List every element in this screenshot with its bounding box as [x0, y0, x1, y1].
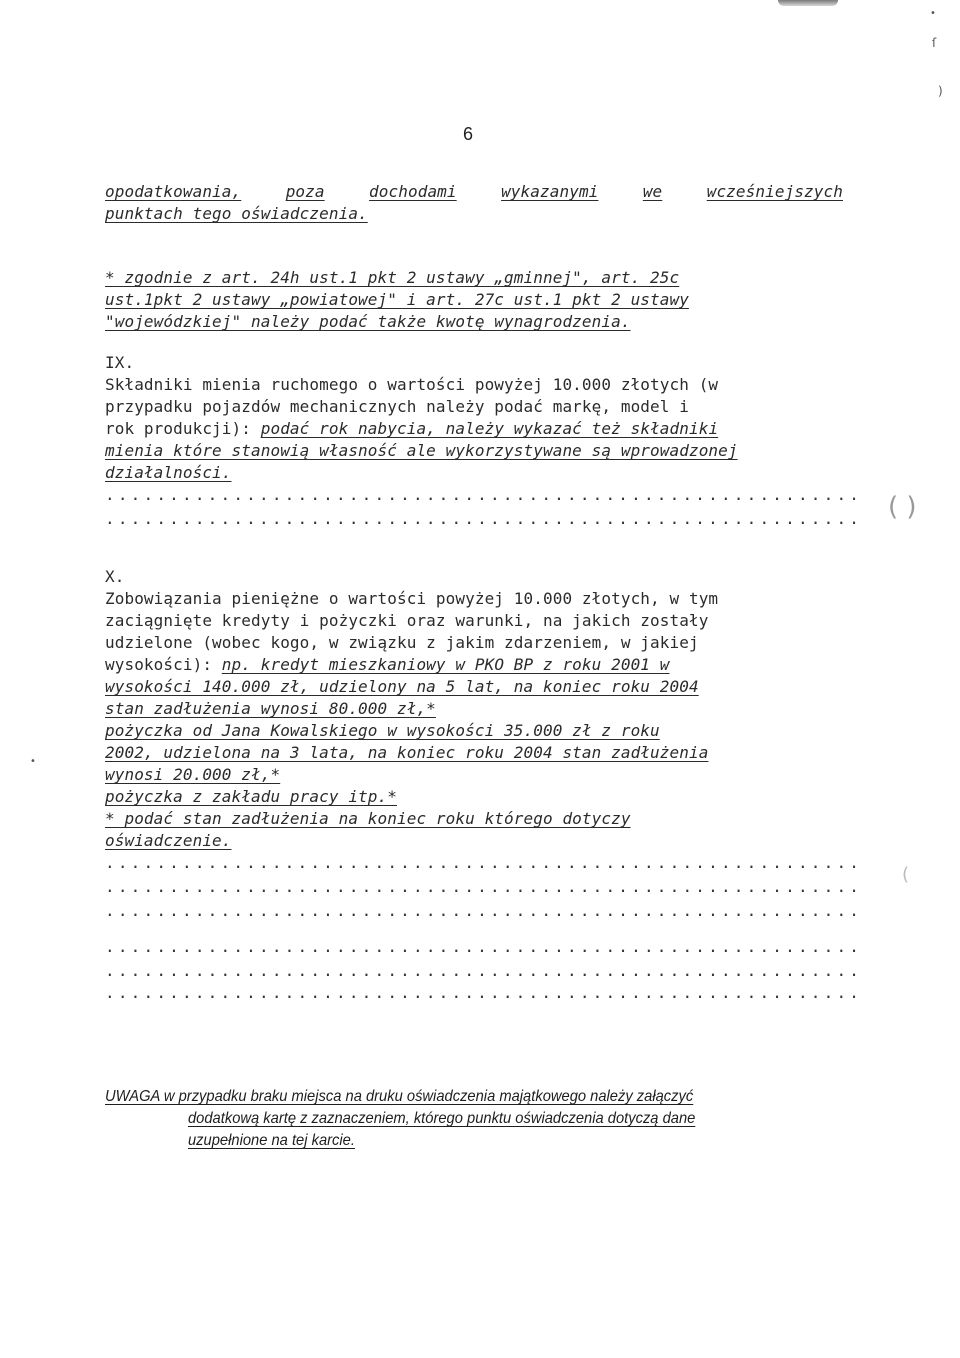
section-ix-line-1: Składniki mienia ruchomego o wartości powyżej 10.000 złotych (w — [105, 375, 719, 394]
scan-speck: ſ — [932, 36, 937, 50]
section-x-line-4-italic: np. kredyt mieszkaniowy w PKO BP z roku 2001 w — [221, 655, 670, 674]
section-ix-line-3-italic: podać rok nabycia, należy wykazać też składniki — [260, 419, 719, 438]
binder-hole-mark: ( ) — [888, 492, 917, 522]
uwaga-note-line-3: uzupełnione na tej karcie. — [188, 1132, 355, 1149]
scan-edge-mark — [778, 0, 838, 6]
footnote-line-2: ust.1pkt 2 ustawy „powiatowej" i art. 27c ust.1 pkt 2 ustawy — [105, 290, 689, 309]
section-x-dotted-line: ........................................................... — [105, 937, 863, 956]
intro-line-1 — [105, 181, 843, 203]
section-x-dotted-line: ........................................................... — [105, 961, 863, 980]
section-x-line-3: udzielone (wobec kogo, w związku z jakim zdarzeniem, w jakiej — [105, 633, 699, 652]
intro-word: wcześniejszych — [706, 182, 843, 201]
section-ix-line-3 — [105, 418, 845, 440]
intro-word: we — [642, 182, 663, 201]
section-x-heading: X. — [105, 567, 125, 586]
section-ix-line-2: przypadku pojazdów mechanicznych należy podać markę, model i — [105, 397, 689, 416]
section-ix-heading: IX. — [105, 353, 135, 372]
intro-word: poza — [285, 182, 325, 201]
section-x-line-11: * podać stan zadłużenia na koniec roku którego dotyczy — [105, 809, 631, 828]
footnote-line-3: "wojewódzkiej" należy podać także kwotę wynagrodzenia. — [105, 312, 631, 331]
scan-speck: • — [930, 8, 936, 19]
intro-word: wykazanymi — [501, 182, 599, 201]
section-x-dotted-line: ........................................................... — [105, 983, 863, 1002]
intro-line-2: punktach tego oświadczenia. — [105, 204, 368, 223]
section-x-line-2: zaciągnięte kredyty i pożyczki oraz warunki, na jakich zostały — [105, 611, 709, 630]
section-x-dotted-line: ........................................................... — [105, 877, 863, 896]
uwaga-note-line-2: dodatkową kartę z zaznaczeniem, którego punktu oświadczenia dotyczą dane — [188, 1110, 696, 1127]
intro-word: opodatkowania, — [105, 182, 242, 201]
section-x-line-10: pożyczka z zakładu pracy itp.* — [105, 787, 397, 806]
section-ix-line-3-plain: rok produkcji): — [105, 419, 261, 438]
uwaga-note-line-1: UWAGA w przypadku braku miejsca na druku oświadczenia majątkowego należy załączyć — [105, 1088, 694, 1105]
page-number: 6 — [463, 124, 474, 144]
section-ix-dotted-line: ........................................................... — [105, 509, 863, 528]
section-x-dotted-line: ........................................................... — [105, 853, 863, 872]
scan-speck: ) — [938, 84, 943, 98]
section-x-line-7: pożyczka od Jana Kowalskiego w wysokości 35.000 zł z roku — [105, 721, 660, 740]
section-ix-line-5: działalności. — [105, 463, 232, 482]
section-x-line-8: 2002, udzielona na 3 lata, na koniec roku 2004 stan zadłużenia — [105, 743, 709, 762]
scan-speck: • — [30, 756, 36, 767]
intro-word: dochodami — [369, 182, 457, 201]
section-x-line-5: wysokości 140.000 zł, udzielony na 5 lat, na koniec roku 2004 — [105, 677, 699, 696]
section-x-line-6: stan zadłużenia wynosi 80.000 zł,* — [105, 699, 436, 718]
section-x-line-1: Zobowiązania pieniężne o wartości powyżej 10.000 złotych, w tym — [105, 589, 719, 608]
section-ix-dotted-line: ........................................................... — [105, 485, 863, 504]
section-x-line-12: oświadczenie. — [105, 831, 232, 850]
section-x-line-4-plain: wysokości): — [105, 655, 222, 674]
section-x-dotted-line: ........................................................... — [105, 901, 863, 920]
footnote-line-1: * zgodnie z art. 24h ust.1 pkt 2 ustawy „gminnej", art. 25c — [105, 268, 680, 287]
scan-speck: ( — [902, 864, 910, 885]
section-ix-line-4: mienia które stanowią własność ale wykorzystywane są wprowadzonej — [105, 441, 738, 460]
section-x-line-4 — [105, 654, 845, 676]
section-x-line-9: wynosi 20.000 zł,* — [105, 765, 281, 784]
